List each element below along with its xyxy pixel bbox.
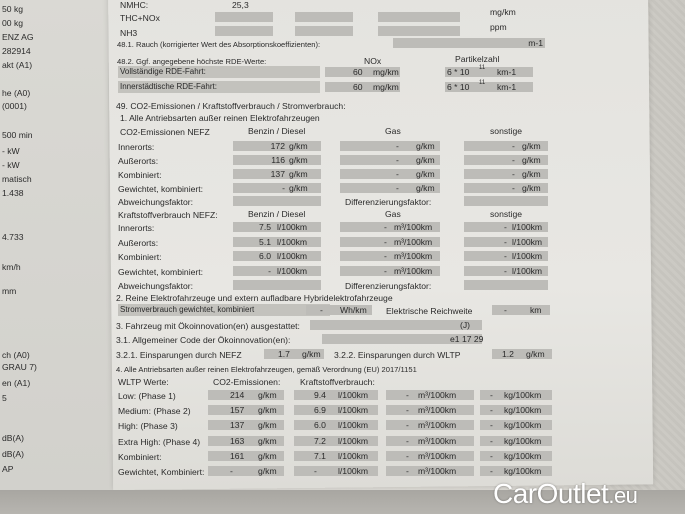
wltp-row-label: High: (Phase 3) — [118, 421, 178, 432]
wltp-m3-box — [386, 451, 474, 461]
ppm-unit: ppm — [490, 22, 507, 32]
wltp-kg-unit: kg/100km — [504, 390, 542, 400]
kv-gas-value: - — [384, 236, 387, 247]
wltp-kg-box — [480, 405, 552, 415]
wltp-kv-unit: l/100km — [338, 405, 369, 416]
nmhc-label: NMHC: — [120, 0, 149, 10]
nmhc-value-box — [218, 0, 276, 10]
abw-box-2 — [233, 280, 321, 290]
left-column-value: ENZ AG — [2, 32, 34, 42]
wltp-co2-unit: g/km — [258, 466, 277, 476]
kv-row-label: Kombiniert: — [118, 252, 162, 262]
rde-full-pz-unit: km-1 — [497, 67, 517, 77]
kv-sonstige-unit: l/100km — [512, 236, 543, 247]
kv-benzin-value: 7.5 — [259, 222, 271, 232]
kv-sonstige-value: - — [504, 222, 507, 232]
co2-benzin-box — [233, 169, 321, 179]
wltp-row-label: Low: (Phase 1) — [118, 391, 176, 401]
co2-sonstige-box — [464, 141, 548, 151]
wltp-kg-value: - — [490, 466, 493, 476]
kv-benzin-box — [233, 266, 321, 276]
wltp-m3-value: - — [406, 390, 409, 400]
wltp-kv-value: 7.1 — [314, 450, 326, 461]
wltp-row-label: Kombiniert: — [118, 451, 162, 462]
kv-gas-box — [340, 266, 440, 276]
rde-full-exp: 11 — [479, 65, 486, 71]
co2-gas-unit: g/km — [416, 183, 435, 193]
wltp-m3-box — [386, 420, 474, 430]
left-column-value: - kW — [2, 160, 20, 170]
wltp-kv-box — [294, 420, 378, 430]
wltp-kg-box — [480, 436, 552, 446]
co2-sonstige-box — [464, 183, 548, 193]
wltp-row-label: Medium: (Phase 2) — [118, 406, 191, 417]
sub321-unit: g/km — [302, 349, 321, 359]
kv-gas-value: - — [384, 265, 387, 276]
s49-sub31: 3.1. Allgemeiner Code der Ökoinnovation(en): — [116, 335, 291, 345]
wltp-m3-box — [386, 405, 474, 415]
kv-benzin-box — [233, 251, 321, 261]
kv-gas-value: - — [384, 251, 387, 261]
kv-benzin-value: - — [268, 265, 271, 276]
wltp-m3-box — [386, 390, 474, 400]
kv-gas-unit: m³/100km — [394, 236, 433, 247]
nh3-box — [215, 26, 273, 36]
wltp-kv-box — [294, 451, 378, 461]
left-column-value: km/h — [2, 262, 21, 272]
kv-benzin-unit: l/100km — [277, 265, 308, 276]
co2-sonstige-unit: g/km — [522, 141, 541, 151]
kv-row-label: Außerorts: — [118, 237, 159, 248]
rde-city-exp: 11 — [479, 80, 486, 86]
nmhc-value: 25,3 — [232, 0, 249, 10]
s49-sub322: 3.2.2. Einsparungen durch WLTP — [334, 350, 461, 360]
co2-gas-box — [340, 155, 440, 165]
s49-sub2: 2. Reine Elektrofahrzeuge und extern aufladbare Hybridelektrofahrzeuge — [116, 293, 393, 303]
wltp-co2-value: 163 — [230, 435, 245, 446]
co2-gas-box — [340, 183, 440, 193]
kv-header: Kraftstoffverbrauch NEFZ: — [118, 210, 218, 220]
watermark-tld: .eu — [608, 483, 638, 508]
wltp-m3-unit: m³/100km — [418, 420, 457, 431]
diff-box-2 — [464, 280, 548, 290]
wltp-co2-value: 214 — [230, 390, 245, 400]
diff-label-1: Differenzierungsfaktor: — [345, 197, 432, 207]
co2-sonstige-unit: g/km — [522, 183, 541, 193]
left-column-value: 00 kg — [2, 18, 24, 28]
left-column-value: 5 — [2, 393, 7, 403]
reich-box — [492, 305, 550, 315]
left-column-value: en (A1) — [2, 378, 31, 388]
kv-benzin-value: 6.0 — [259, 251, 271, 261]
kv-gas-value: - — [384, 222, 387, 232]
wltp-kv-unit: l/100km — [338, 420, 369, 431]
left-column-value: he (A0) — [2, 88, 31, 98]
kv-benzin-value: 5.1 — [259, 236, 271, 247]
kv-benzin-unit: l/100km — [277, 251, 308, 261]
wltp-co2-unit: g/km — [258, 390, 277, 400]
left-column-value: 282914 — [2, 46, 31, 56]
pz-header: Partikelzahl — [455, 54, 500, 64]
co2-benzin-value: 116 — [271, 155, 285, 165]
wltp-kg-value: - — [490, 420, 493, 431]
kv-gas-box — [340, 222, 440, 232]
wltp-kv-unit: l/100km — [338, 390, 369, 400]
wltp-kv-unit: l/100km — [338, 435, 369, 446]
wltp-co2-value: 157 — [230, 405, 245, 416]
co2-benzin-box — [233, 183, 321, 193]
wltp-kv-box — [294, 390, 378, 400]
rde-city-nox-box — [325, 82, 400, 92]
sub322-box — [492, 349, 552, 359]
kv-benzin-unit: l/100km — [277, 236, 308, 247]
sub322-value: 1.2 — [502, 349, 514, 359]
thc-box-2 — [295, 12, 353, 22]
kv-sonstige-unit: l/100km — [512, 251, 543, 261]
co2-benzin-box — [233, 155, 321, 165]
wltp-kg-value: - — [490, 435, 493, 446]
rde-city-pz-unit: km-1 — [497, 82, 517, 92]
left-column-value: 4.733 — [2, 232, 24, 242]
co2-sonstige-unit: g/km — [522, 169, 541, 179]
kv-gas-box — [340, 251, 440, 261]
left-column-value: 500 min — [2, 130, 33, 140]
wltp-co2-box — [208, 436, 284, 446]
sub31-value: e1 17 29 — [450, 334, 484, 344]
co2-header: CO2-Emissionen NEFZ — [120, 127, 210, 137]
wltp-kv-value: 6.9 — [314, 405, 326, 416]
wltp-co2-box — [208, 405, 284, 415]
sub322-unit: g/km — [526, 349, 545, 359]
s49-sub4: 4. Alle Antriebsarten außer reinen Elektrofahrzeugen, gemäß Verordnung (EU) 2017/1151 — [116, 365, 417, 374]
co2-sonstige-box — [464, 169, 548, 179]
s49-sub1: 1. Alle Antriebsarten außer reinen Elektrofahrzeugen — [120, 113, 320, 123]
wltp-kg-value: - — [490, 450, 493, 461]
wltp-m3-unit: m³/100km — [418, 466, 457, 476]
wltp-m3-unit: m³/100km — [418, 435, 457, 446]
wltp-m3-unit: m³/100km — [418, 405, 457, 416]
kv-gas-unit: m³/100km — [394, 265, 433, 276]
thc-nox-label: THC+NOx — [120, 13, 160, 23]
left-column-value: 1.438 — [2, 188, 24, 198]
wltp-kg-unit: kg/100km — [504, 420, 542, 431]
kv-sonstige-box — [464, 237, 548, 247]
wltp-kv-value: - — [314, 466, 317, 476]
co2-benzin-box — [233, 141, 321, 151]
co2-gas-unit: g/km — [416, 169, 435, 179]
nox-header: NOx — [364, 56, 382, 66]
kv-sonstige-unit: l/100km — [512, 265, 543, 276]
wltp-kg-box — [480, 420, 552, 430]
co2-sonstige-value: - — [512, 141, 515, 151]
strom-unit: Wh/km — [340, 305, 367, 315]
co2-gas-value: - — [396, 183, 399, 193]
wltp-co2-value: 137 — [230, 420, 245, 431]
wltp-kv-unit: l/100km — [338, 450, 369, 461]
diff-box-1 — [464, 196, 548, 206]
diff-label-2: Differenzierungsfaktor: — [345, 281, 432, 291]
wltp-kg-unit: kg/100km — [504, 466, 542, 476]
wltp-kv-value: 6.0 — [314, 420, 326, 431]
wltp-kg-box — [480, 390, 552, 400]
wltp-kg-unit: kg/100km — [504, 450, 542, 461]
co2-sonstige-value: - — [512, 183, 515, 193]
wltp-kv-unit: l/100km — [338, 466, 369, 476]
wltp-row-label: Extra High: (Phase 4) — [118, 436, 201, 447]
wltp-kg-box — [480, 466, 552, 476]
wltp-kv-box — [294, 405, 378, 415]
co2-benzin-value: 172 — [270, 141, 285, 151]
s49-sub3: 3. Fahrzeug mit Ökoinnovation(en) ausgestattet: — [116, 321, 300, 331]
co2-row-label: Gewichtet, kombiniert: — [118, 184, 204, 194]
left-column-value: matisch — [2, 174, 32, 184]
kv2-header: Kraftstoffverbrauch: — [300, 377, 375, 387]
reich-unit: km — [530, 305, 542, 315]
kv-sonstige-unit: l/100km — [512, 222, 543, 232]
wltp-kg-value: - — [490, 405, 493, 416]
kv-row-label: Gewichtet, kombiniert: — [118, 266, 204, 277]
co2-benzin-unit: g/km — [289, 169, 308, 179]
left-column-value: mm — [2, 286, 17, 296]
rde-full-pz-box — [445, 67, 533, 77]
left-column-value: AP — [2, 464, 14, 474]
kv-gas-unit: m³/100km — [394, 251, 433, 261]
co2-benzin-unit: g/km — [289, 155, 308, 165]
rde-city-pz-box — [445, 82, 533, 92]
co2-row-label: Außerorts: — [118, 156, 159, 166]
kv-benzin-header: Benzin / Diesel — [248, 209, 306, 219]
kv-sonstige-value: - — [504, 265, 507, 276]
wltp-kv-box — [294, 466, 378, 476]
co2-benzin-unit: g/km — [289, 183, 308, 193]
co2-benzin-value: 137 — [270, 169, 285, 179]
co2-benzin-value: - — [282, 183, 285, 193]
smoke-unit: m-1 — [528, 38, 543, 48]
left-column-value: akt (A1) — [2, 60, 33, 70]
reich-value: - — [504, 305, 507, 315]
left-column-value: GRAU 7) — [2, 362, 37, 372]
wltp-kg-value: - — [490, 390, 493, 400]
left-column-value: 50 kg — [2, 4, 24, 14]
thc-box-3 — [378, 12, 460, 22]
thc-box — [215, 12, 273, 22]
wltp-co2-box — [208, 451, 284, 461]
reich-label: Elektrische Reichweite — [386, 306, 473, 316]
sub321-value: 1.7 — [278, 349, 290, 359]
sub31-box — [322, 334, 482, 344]
left-column-value: dB(A) — [2, 433, 24, 443]
rde-full-pz: 6 * 10 — [447, 67, 470, 77]
rde-city-label: Innerstädtische RDE-Fahrt: — [118, 81, 320, 93]
co2-gas-value: - — [396, 169, 399, 179]
left-column-strip — [0, 0, 108, 490]
left-column-value: - kW — [2, 146, 20, 156]
watermark — [493, 478, 637, 510]
strom-label: Stromverbrauch gewichtet, kombiniert — [118, 304, 330, 316]
rde-label: 48.2. Ggf. angegebene höchste RDE-Werte: — [117, 57, 267, 66]
wltp-m3-value: - — [406, 405, 409, 416]
wltp-m3-unit: m³/100km — [418, 450, 457, 461]
wltp-kg-unit: kg/100km — [504, 435, 542, 446]
co2-row-label: Innerorts: — [118, 142, 155, 152]
kv-benzin-box — [233, 237, 321, 247]
wltp-co2-unit: g/km — [258, 405, 277, 416]
co2-sonstige-value: - — [512, 155, 515, 165]
kv-sonstige-box — [464, 251, 548, 261]
abw-label-1: Abweichungsfaktor: — [118, 197, 193, 207]
kv-benzin-box — [233, 222, 321, 232]
strom-box — [306, 305, 372, 315]
rde-city-nox: 60 — [353, 82, 363, 92]
smoke-box — [393, 38, 545, 48]
left-column-value: dB(A) — [2, 449, 24, 459]
wltp-m3-box — [386, 436, 474, 446]
wltp-co2-value: - — [230, 466, 233, 476]
abw-box-1 — [233, 196, 321, 206]
co2-benzin-unit: g/km — [289, 141, 308, 151]
rde-full-label: Vollständige RDE-Fahrt: — [118, 66, 320, 78]
rde-city-pz: 6 * 10 — [447, 82, 470, 92]
wltp-co2-unit: g/km — [258, 450, 277, 461]
wltp-header: WLTP Werte: — [118, 377, 169, 387]
sonstige-header: sonstige — [490, 126, 523, 136]
wltp-m3-unit: m³/100km — [418, 390, 457, 400]
wltp-kv-value: 9.4 — [314, 390, 326, 400]
smoke-label: 48.1. Rauch (korrigierter Wert des Absorptionskoeffizienten): — [117, 40, 321, 49]
wltp-co2-value: 161 — [230, 450, 245, 461]
co2-sonstige-box — [464, 155, 548, 165]
co2-sonstige-unit: g/km — [522, 155, 541, 165]
kv-sonstige-value: - — [504, 251, 507, 261]
wltp-row-label: Gewichtet, Kombiniert: — [118, 467, 205, 477]
kv-sonstige-box — [464, 266, 548, 276]
nh3-box-2 — [295, 26, 353, 36]
left-column-value: ch (A0) — [2, 350, 30, 360]
wltp-co2-box — [208, 466, 284, 476]
wltp-m3-value: - — [406, 466, 409, 476]
wltp-m3-value: - — [406, 420, 409, 431]
wltp-co2-unit: g/km — [258, 420, 277, 431]
co2e-header: CO2-Emissionen: — [213, 377, 281, 387]
wltp-kg-box — [480, 451, 552, 461]
rde-full-nox: 60 — [353, 67, 363, 77]
rde-city-nox-unit: mg/km — [373, 82, 399, 92]
kv-row-label: Innerorts: — [118, 223, 155, 233]
gas-header: Gas — [385, 126, 401, 136]
kv-sonstige-header: sonstige — [490, 209, 523, 219]
watermark-brand: CarOutlet — [493, 478, 609, 509]
s49-sub321: 3.2.1. Einsparungen durch NEFZ — [116, 350, 242, 360]
wltp-m3-value: - — [406, 435, 409, 446]
co2-sonstige-value: - — [512, 169, 515, 179]
co2-gas-unit: g/km — [416, 155, 435, 165]
benzin-header: Benzin / Diesel — [248, 126, 306, 136]
sub3-value: (J) — [460, 320, 471, 330]
co2-gas-box — [340, 141, 440, 151]
strom-value: - — [320, 305, 323, 315]
s49-title: 49. CO2-Emissionen / Kraftstoffverbrauch / Stromverbrauch: — [116, 101, 346, 111]
co2-gas-unit: g/km — [416, 141, 435, 151]
kv-gas-unit: m³/100km — [394, 222, 433, 232]
abw-label-2: Abweichungsfaktor: — [118, 281, 193, 291]
rde-full-nox-unit: mg/km — [373, 67, 399, 77]
mg-km-unit: mg/km — [490, 7, 516, 17]
co2-row-label: Kombiniert: — [118, 170, 162, 180]
kv-gas-header: Gas — [385, 209, 401, 219]
co2-gas-value: - — [396, 155, 399, 165]
kv-gas-box — [340, 237, 440, 247]
wltp-kv-value: 7.2 — [314, 435, 326, 446]
wltp-co2-box — [208, 390, 284, 400]
kv-benzin-unit: l/100km — [277, 222, 308, 232]
left-column-value: (0001) — [2, 101, 27, 111]
wltp-kg-unit: kg/100km — [504, 405, 542, 416]
sub3-box — [310, 320, 482, 330]
rde-full-nox-box — [325, 67, 400, 77]
wltp-m3-box — [386, 466, 474, 476]
wltp-kv-box — [294, 436, 378, 446]
wltp-co2-box — [208, 420, 284, 430]
nh3-label: NH3 — [120, 28, 138, 38]
kv-sonstige-box — [464, 222, 548, 232]
wltp-co2-unit: g/km — [258, 435, 277, 446]
kv-sonstige-value: - — [504, 236, 507, 247]
co2-gas-box — [340, 169, 440, 179]
wltp-m3-value: - — [406, 450, 409, 461]
co2-gas-value: - — [396, 141, 399, 151]
nh3-box-3 — [378, 26, 460, 36]
sub321-box — [264, 349, 324, 359]
